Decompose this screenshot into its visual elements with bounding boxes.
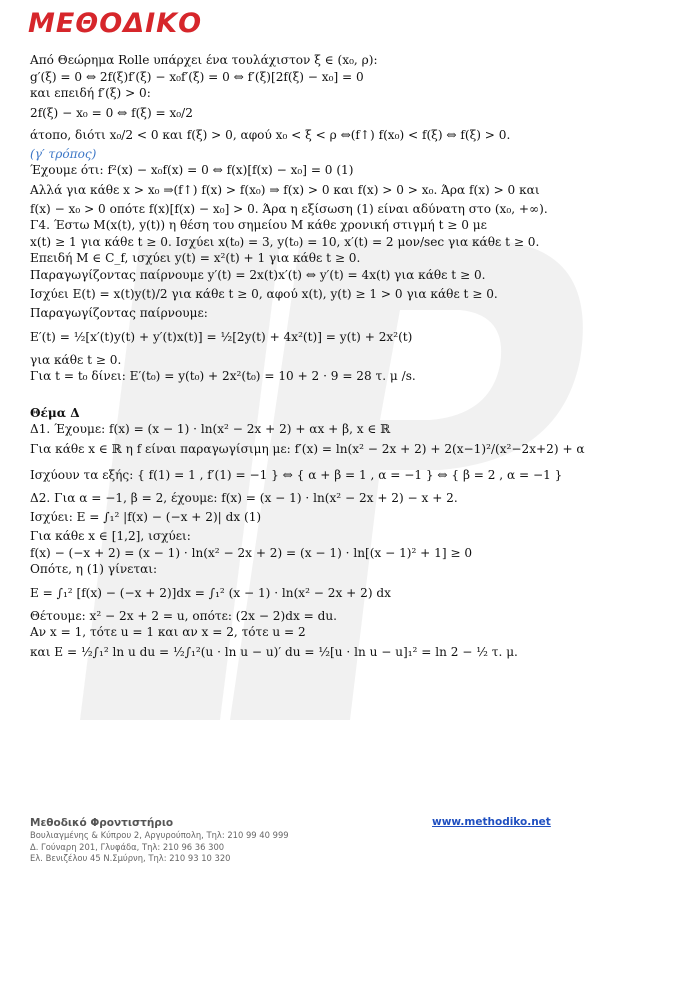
text-line: Ισχύει E(t) = x(t)y(t)/2 για κάθε t ≥ 0, αφού x(t), y(t) ≥ 1 > 0 για κάθε t ≥ 0. [30,287,498,301]
text-line: x(t) ≥ 1 για κάθε t ≥ 0. Ισχύει x(t₀) = 3, y(t₀) = 10, x′(t) = 2 μον/sec για κάθε t ≥ 0. [30,234,540,249]
text-line: Για t = t₀ δίνει: E′(t₀) = y(t₀) + 2x²(t₀) = 10 + 2 · 9 = 28 τ. μ /s. [30,369,416,383]
text-line: Δ1. Έχουμε: f(x) = (x − 1) · ln(x² − 2x + 2) + αx + β, x ∈ ℝ [30,422,391,436]
footer-address: Δ. Γούναρη 201, Γλυφάδα, Τηλ: 210 96 36 300 [30,841,225,852]
text-line: άτοπο, διότι x₀/2 < 0 και f(ξ) > 0, αφού x₀ < ξ < ρ ⇔(f↑) f(x₀) < f(ξ) ⇔ f(ξ) > 0. [30,127,511,142]
footer-address: Βουλιαγμένης & Κύπρου 2, Αργυρούπολη, Τηλ: 210 99 40 999 [30,830,289,840]
text-line: f(x) − (−x + 2) = (x − 1) · ln(x² − 2x + 2) = (x − 1) · ln[(x − 1)² + 1] ≥ 0 [30,545,473,560]
text-line: Από Θεώρημα Rolle υπάρχει ένα τουλάχιστον ξ ∈ (x₀, ρ): [30,53,378,67]
text-line: Θέτουμε: x² − 2x + 2 = u, οπότε: (2x − 2)dx = du. [30,608,337,623]
text-line: 2f(ξ) − x₀ = 0 ⇔ f(ξ) = x₀/2 [30,105,193,120]
text-line: για κάθε t ≥ 0. [30,352,122,367]
text-line: E = ∫₁² [f(x) − (−x + 2)]dx = ∫₁² (x − 1) · ln(x² − 2x + 2) dx [30,585,391,600]
text-line: Επειδή M ∈ C_f, ισχύει y(t) = x²(t) + 1 για κάθε t ≥ 0. [30,251,361,265]
footer-address: Ελ. Βενιζέλου 45 Ν.Σμύρνη, Τηλ: 210 93 10 320 [30,853,231,863]
text-line: Γ4. Έστω M(x(t), y(t)) η θέση του σημείου M κάθε χρονική στιγμή t ≥ 0 με [30,218,487,232]
website-link[interactable]: www.methodiko.net [432,816,551,828]
text-line: Οπότε, η (1) γίνεται: [30,562,158,576]
section-heading: Θέμα Δ [30,405,80,420]
solution-text [30,52,650,663]
text-line: Έχουμε ότι: f²(x) − x₀f(x) = 0 ⇔ f(x)[f(x) − x₀] = 0 (1) [30,163,354,177]
text-line: E′(t) = ½[x′(t)y(t) + y′(t)x(t)] = ½[2y(t) + 4x²(t)] = y(t) + 2x²(t) [30,329,413,344]
text-line: Για κάθε x ∈ ℝ η f είναι παραγωγίσιμη με: f′(x) = ln(x² − 2x + 2) + 2(x−1)²/(x²−2x+2) + α [30,441,585,456]
footer-title: Μεθοδικό Φροντιστήριο [30,817,174,829]
text-line: Παραγωγίζοντας παίρνουμε y′(t) = 2x(t)x′(t) ⇔ y′(t) = 4x(t) για κάθε t ≥ 0. [30,267,486,282]
text-line: Παραγωγίζοντας παίρνουμε: [30,306,208,320]
text-line: f(x) − x₀ > 0 οπότε f(x)[f(x) − x₀] > 0. Άρα η εξίσωση (1) είναι αδύνατη στο (x₀, +∞). [30,201,548,216]
method-label: (γ′ τρόπος) [30,146,97,161]
text-line: Αλλά για κάθε x > x₀ ⇒(f↑) f(x) > f(x₀) ⇒ f(x) > 0 και f(x) > 0 > x₀. Άρα f(x) > 0 και [30,182,540,197]
text-line: και επειδή f′(ξ) > 0: [30,86,151,100]
text-line: Δ2. Για α = −1, β = 2, έχουμε: f(x) = (x − 1) · ln(x² − 2x + 2) − x + 2. [30,490,458,505]
methodiko-logo: ΜΕΘΟΔΙΚΟ [28,8,203,39]
text-line: Ισχύουν τα εξής: { f(1) = 1 , f′(1) = −1 } ⇔ { α + β = 1 , α = −1 } ⇔ { β = 2 , α = −1 } [30,467,563,482]
text-line: Για κάθε x ∈ [1,2], ισχύει: [30,529,191,543]
text-line: Αν x = 1, τότε u = 1 και αν x = 2, τότε u = 2 [30,625,306,639]
text-line: Ισχύει: E = ∫₁² |f(x) − (−x + 2)| dx (1) [30,510,262,524]
text-line: και E = ½∫₁² ln u du = ½∫₁²(u · ln u − u)′ du = ½[u · ln u − u]₁² = ln 2 − ½ τ. μ. [30,644,518,659]
text-line: g′(ξ) = 0 ⇔ 2f(ξ)f′(ξ) − x₀f′(ξ) = 0 ⇔ f′(ξ)[2f(ξ) − x₀] = 0 [30,69,364,84]
